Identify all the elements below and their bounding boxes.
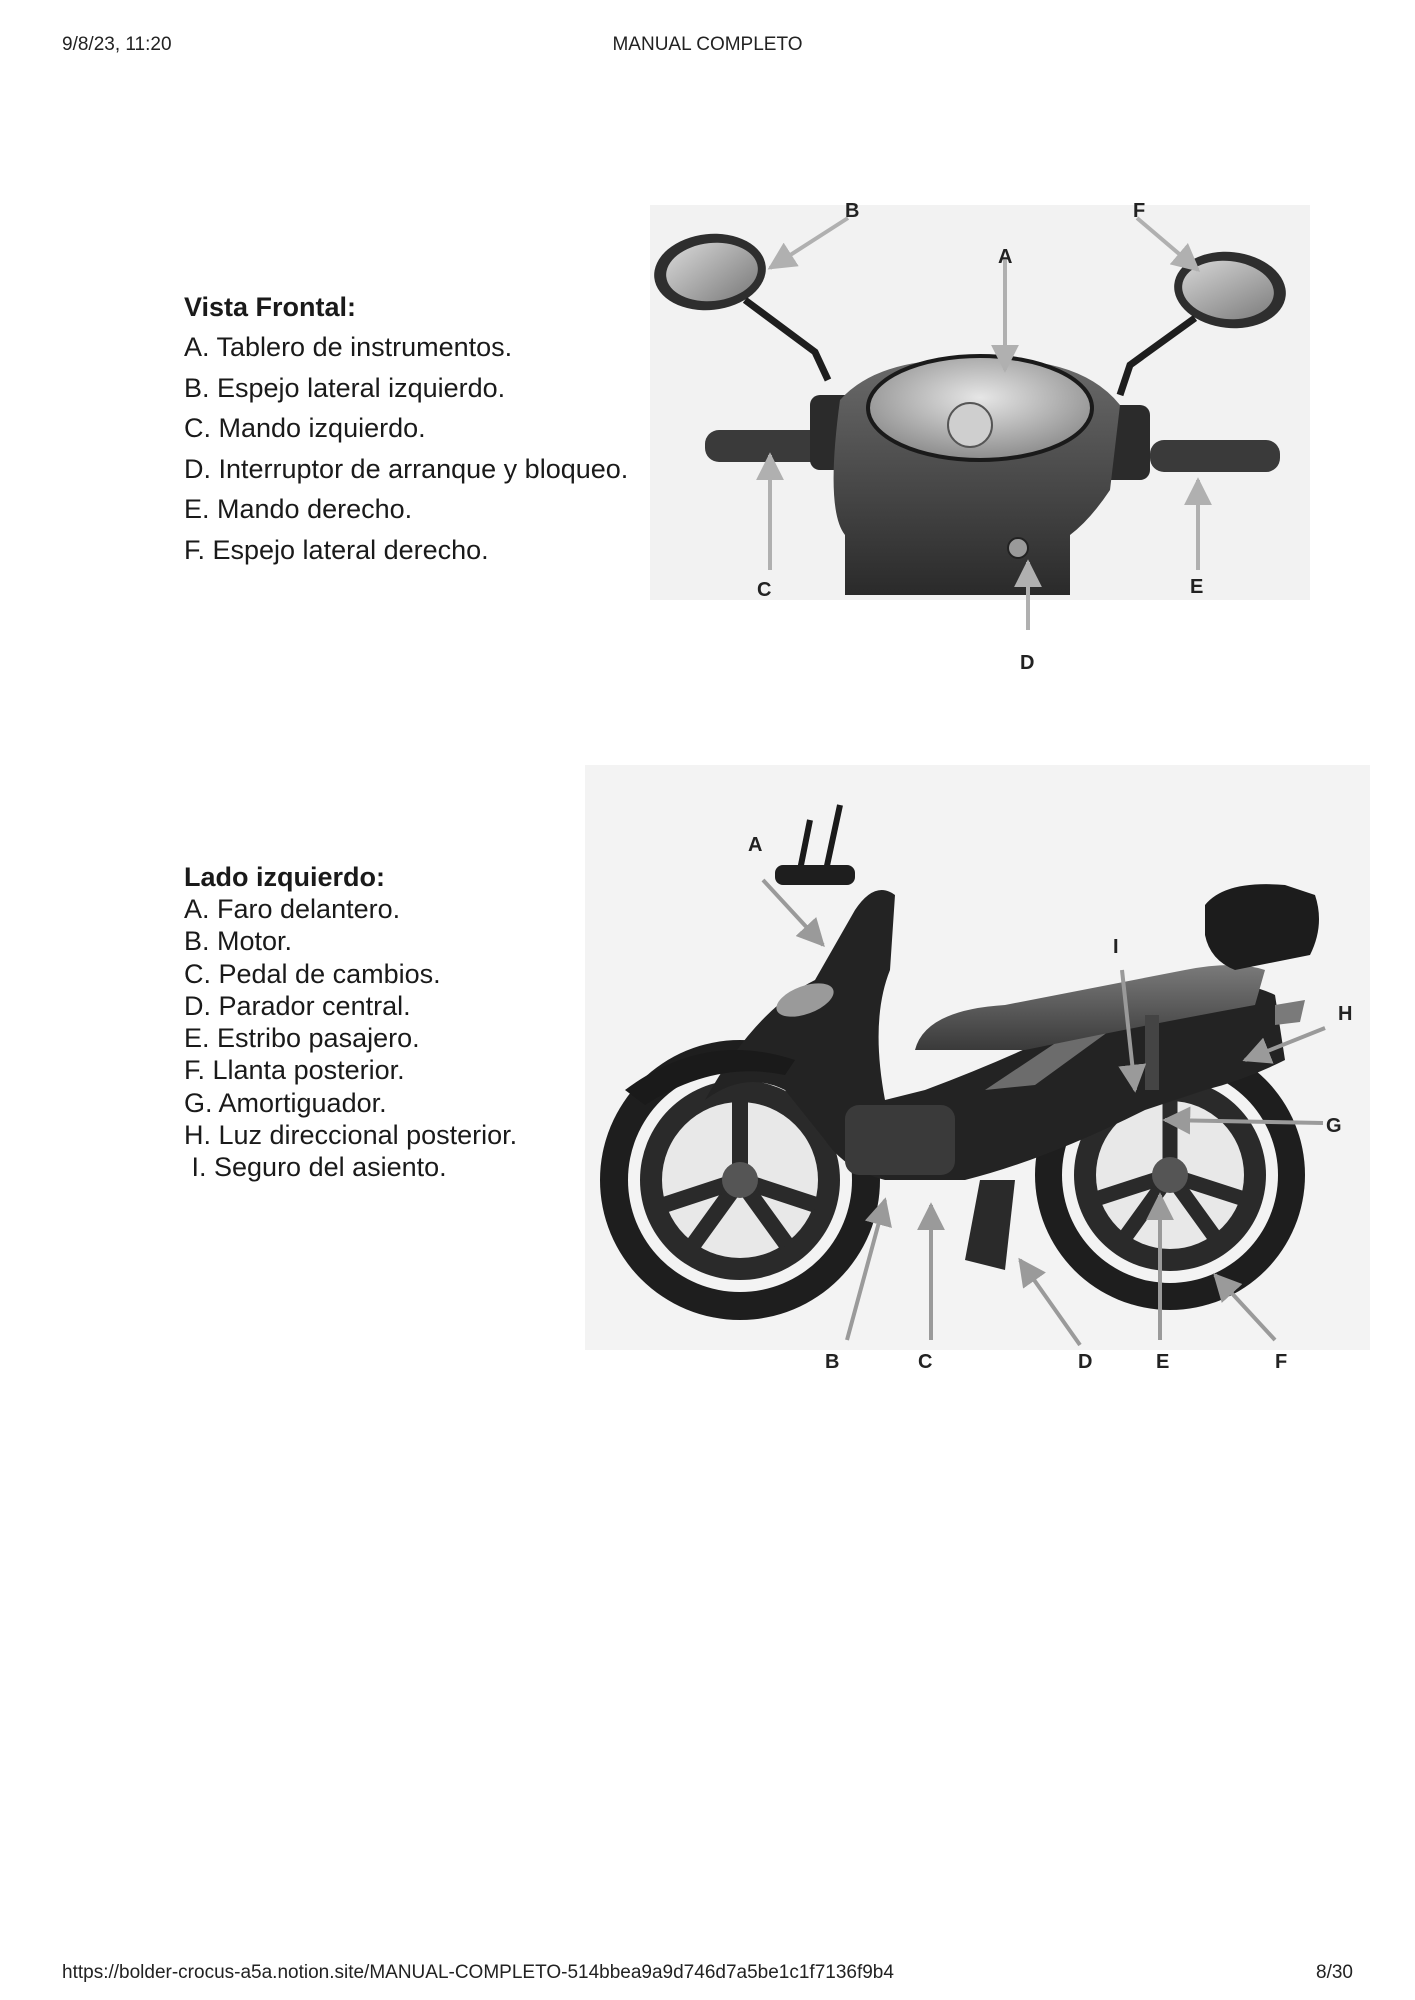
page-url[interactable]: https://bolder-crocus-a5a.notion.site/MANUAL-COMPLETO-514bbea9a9d746d7a5be1c1f7136f9b4	[62, 1962, 894, 1983]
legend-item: C. Pedal de cambios.	[184, 958, 441, 989]
legend-item: H. Luz direccional posterior.	[184, 1120, 518, 1151]
legend-item: A. Tablero de instrumentos.	[184, 332, 513, 362]
callout-a: A	[748, 834, 763, 856]
callout-g: G	[1326, 1115, 1342, 1137]
legend-item: B. Motor.	[184, 926, 293, 957]
callout-c: C	[918, 1351, 933, 1373]
callout-d: D	[1078, 1351, 1093, 1373]
callout-a: A	[998, 246, 1013, 268]
callout-b: B	[825, 1351, 840, 1373]
handlebar	[775, 865, 855, 885]
callout-e: E	[1156, 1351, 1170, 1373]
callout-f: F	[1133, 200, 1146, 222]
ignition-switch	[1008, 538, 1028, 558]
callout-d: D	[1020, 652, 1035, 674]
left-side-figure	[585, 760, 1375, 1380]
legend-item: F. Llanta posterior.	[184, 1055, 405, 1086]
legend-item: B. Espejo lateral izquierdo.	[184, 372, 506, 403]
legend-item: D. Interruptor de arranque y bloqueo.	[184, 453, 629, 484]
legend-item: I. Seguro del asiento.	[184, 1152, 447, 1183]
callout-c: C	[757, 579, 772, 601]
rear-shock	[1145, 1015, 1159, 1090]
front-view-figure	[650, 190, 1330, 690]
legend-item: G. Amortiguador.	[184, 1087, 387, 1118]
front-view-legend	[184, 327, 628, 570]
left-side-title: Lado izquierdo:	[184, 862, 385, 892]
legend-item: C. Mando izquierdo.	[184, 413, 426, 443]
legend-item: D. Parador central.	[184, 990, 411, 1021]
left-side-legend	[184, 893, 517, 1184]
engine	[845, 1105, 955, 1175]
callout-f: F	[1275, 1351, 1288, 1373]
left-grip	[705, 430, 825, 462]
callout-b: B	[845, 200, 860, 222]
right-grip	[1150, 440, 1280, 472]
legend-item: A. Faro delantero.	[184, 894, 401, 924]
callout-e: E	[1190, 576, 1204, 598]
print-datetime: 9/8/23, 11:20	[62, 34, 172, 55]
legend-item: F. Espejo lateral derecho.	[184, 534, 489, 565]
legend-item: E. Estribo pasajero.	[184, 1023, 420, 1054]
document-title: MANUAL COMPLETO	[612, 34, 803, 55]
callout-i: I	[1113, 936, 1119, 958]
front-view-title: Vista Frontal:	[184, 292, 357, 322]
page-number: 8/30	[1316, 1962, 1353, 1983]
callout-h: H	[1338, 1003, 1353, 1025]
legend-item: E. Mando derecho.	[184, 494, 413, 524]
speedometer-dial	[948, 403, 992, 447]
